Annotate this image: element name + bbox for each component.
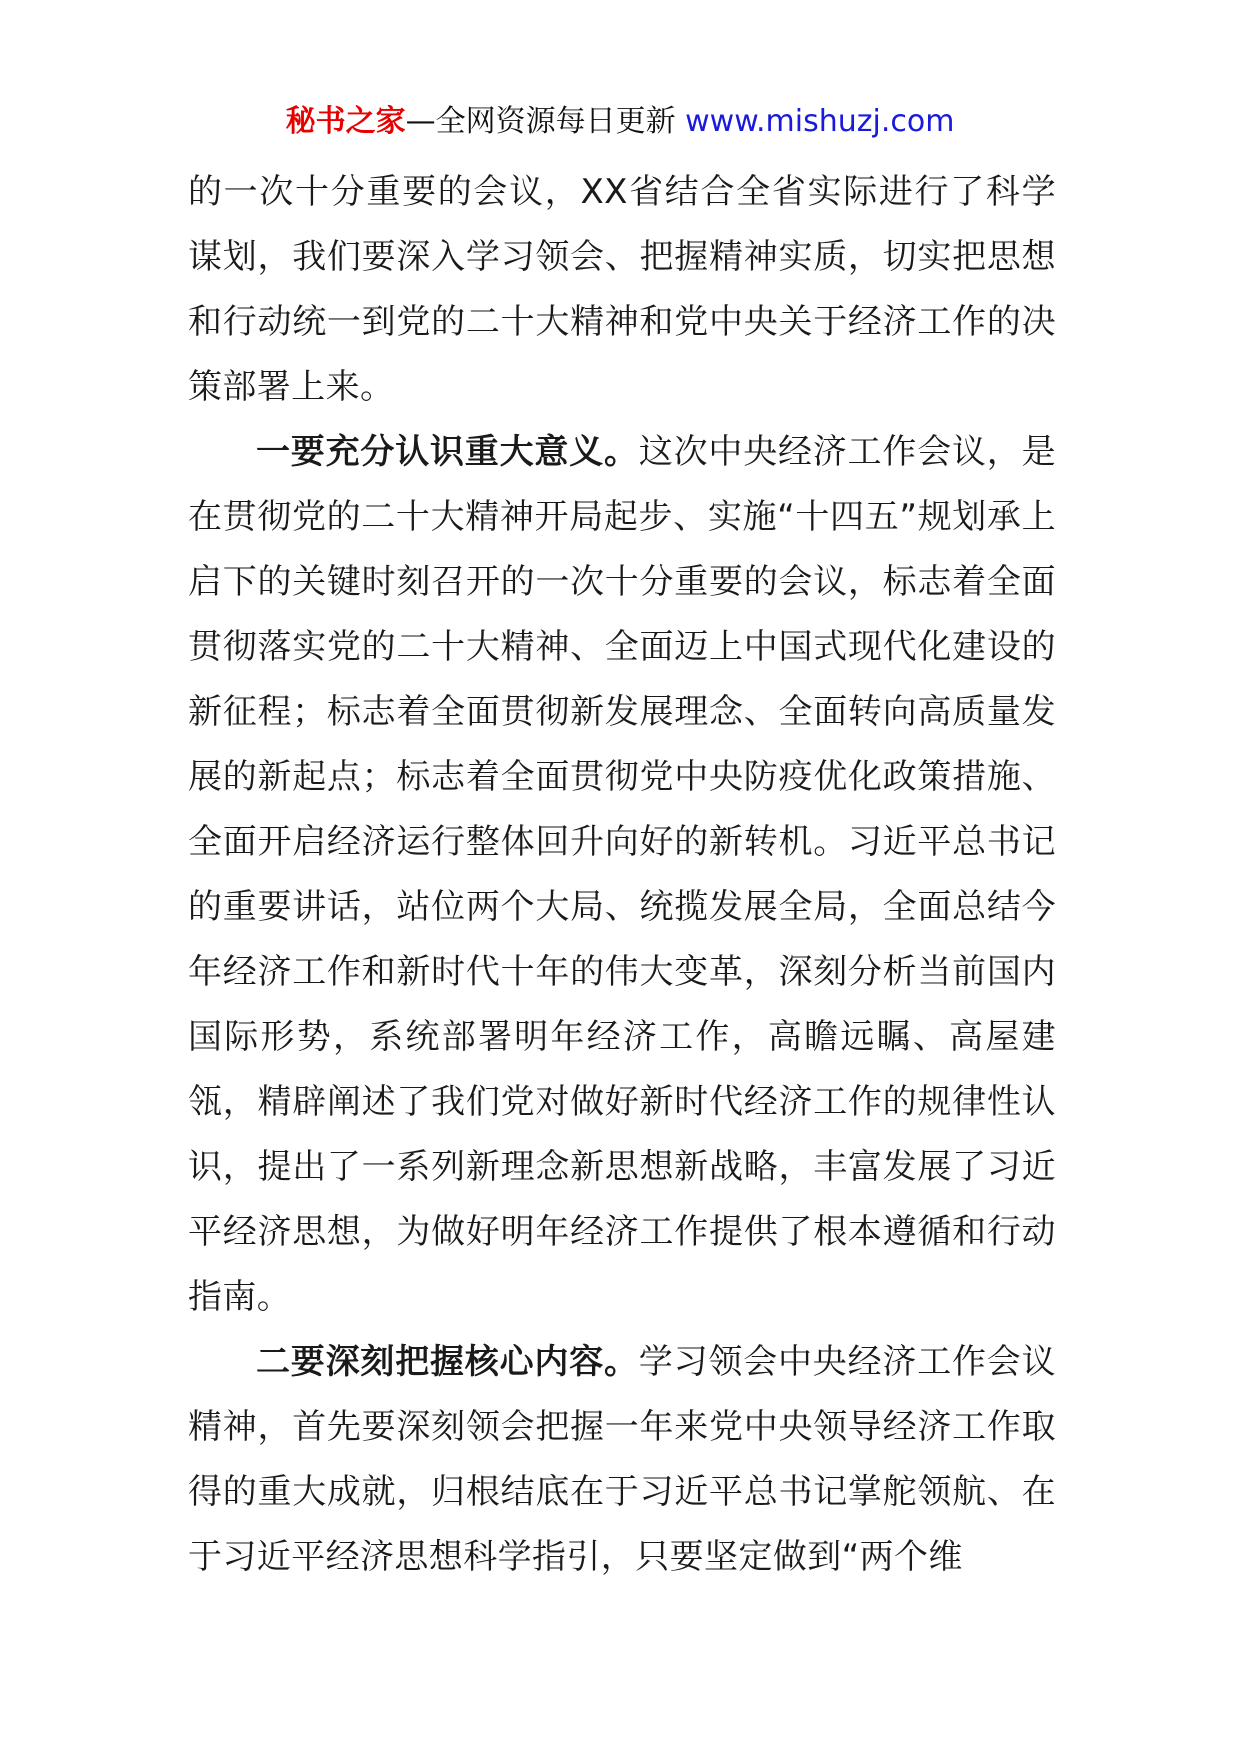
paragraph-text: 学习领会中央经济工作会议精神，首先要深刻领会把握一年来党中央领导经济工作取得的重大成就，归根结底在于习近平总书记掌舵领航、在于习近平经济思想科学指引，只要坚定做到“两个维 bbox=[188, 1342, 1056, 1577]
paragraph-continuation bbox=[188, 160, 1056, 420]
paragraph-text: 这次中央经济工作会议，是在贯彻党的二十大精神开局起步、实施“十四五”规划承上启下的关键时刻召开的一次十分重要的会议，标志着全面贯彻落实党的二十大精神、全面迈上中国式现代化建设的新征程；标志着全面贯彻新发展理念、全面转向高质量发展的新起点；标志着全面贯彻党中央防疫优化政策措施、全面开启经济运行整体回升向好的新转机。习近平总书记的重要讲话，站位两个大局、统揽发展全局，全面总结今年经济工作和新时代十年的伟大变革，深刻分析当前国内国际形势，系统部署明年经济工作，高瞻远瞩、高屋建瓴，精辟阐述了我们党对做好新时代经济工作的规律性认识，提出了一系列新理念新思想新战略，丰富发展了习近平经济思想，为做好明年经济工作提供了根本遵循和行动指南。 bbox=[188, 432, 1056, 1317]
paragraph-core-content bbox=[188, 1330, 1056, 1590]
site-header bbox=[0, 102, 1240, 142]
paragraph-heading: 二要深刻把握核心内容。 bbox=[256, 1342, 639, 1382]
paragraph-significance bbox=[188, 420, 1056, 1330]
paragraph-heading: 一要充分认识重大意义。 bbox=[256, 432, 639, 472]
document-body bbox=[188, 160, 1056, 1590]
site-slogan: —全网资源每日更新 bbox=[405, 104, 676, 139]
site-url-link[interactable]: www.mishuzj.com bbox=[685, 104, 955, 139]
site-brand: 秘书之家 bbox=[285, 104, 406, 139]
paragraph-text: 的一次十分重要的会议，XX省结合全省实际进行了科学谋划，我们要深入学习领会、把握精神实质，切实把思想和行动统一到党的二十大精神和党中央关于经济工作的决策部署上来。 bbox=[188, 172, 1056, 407]
